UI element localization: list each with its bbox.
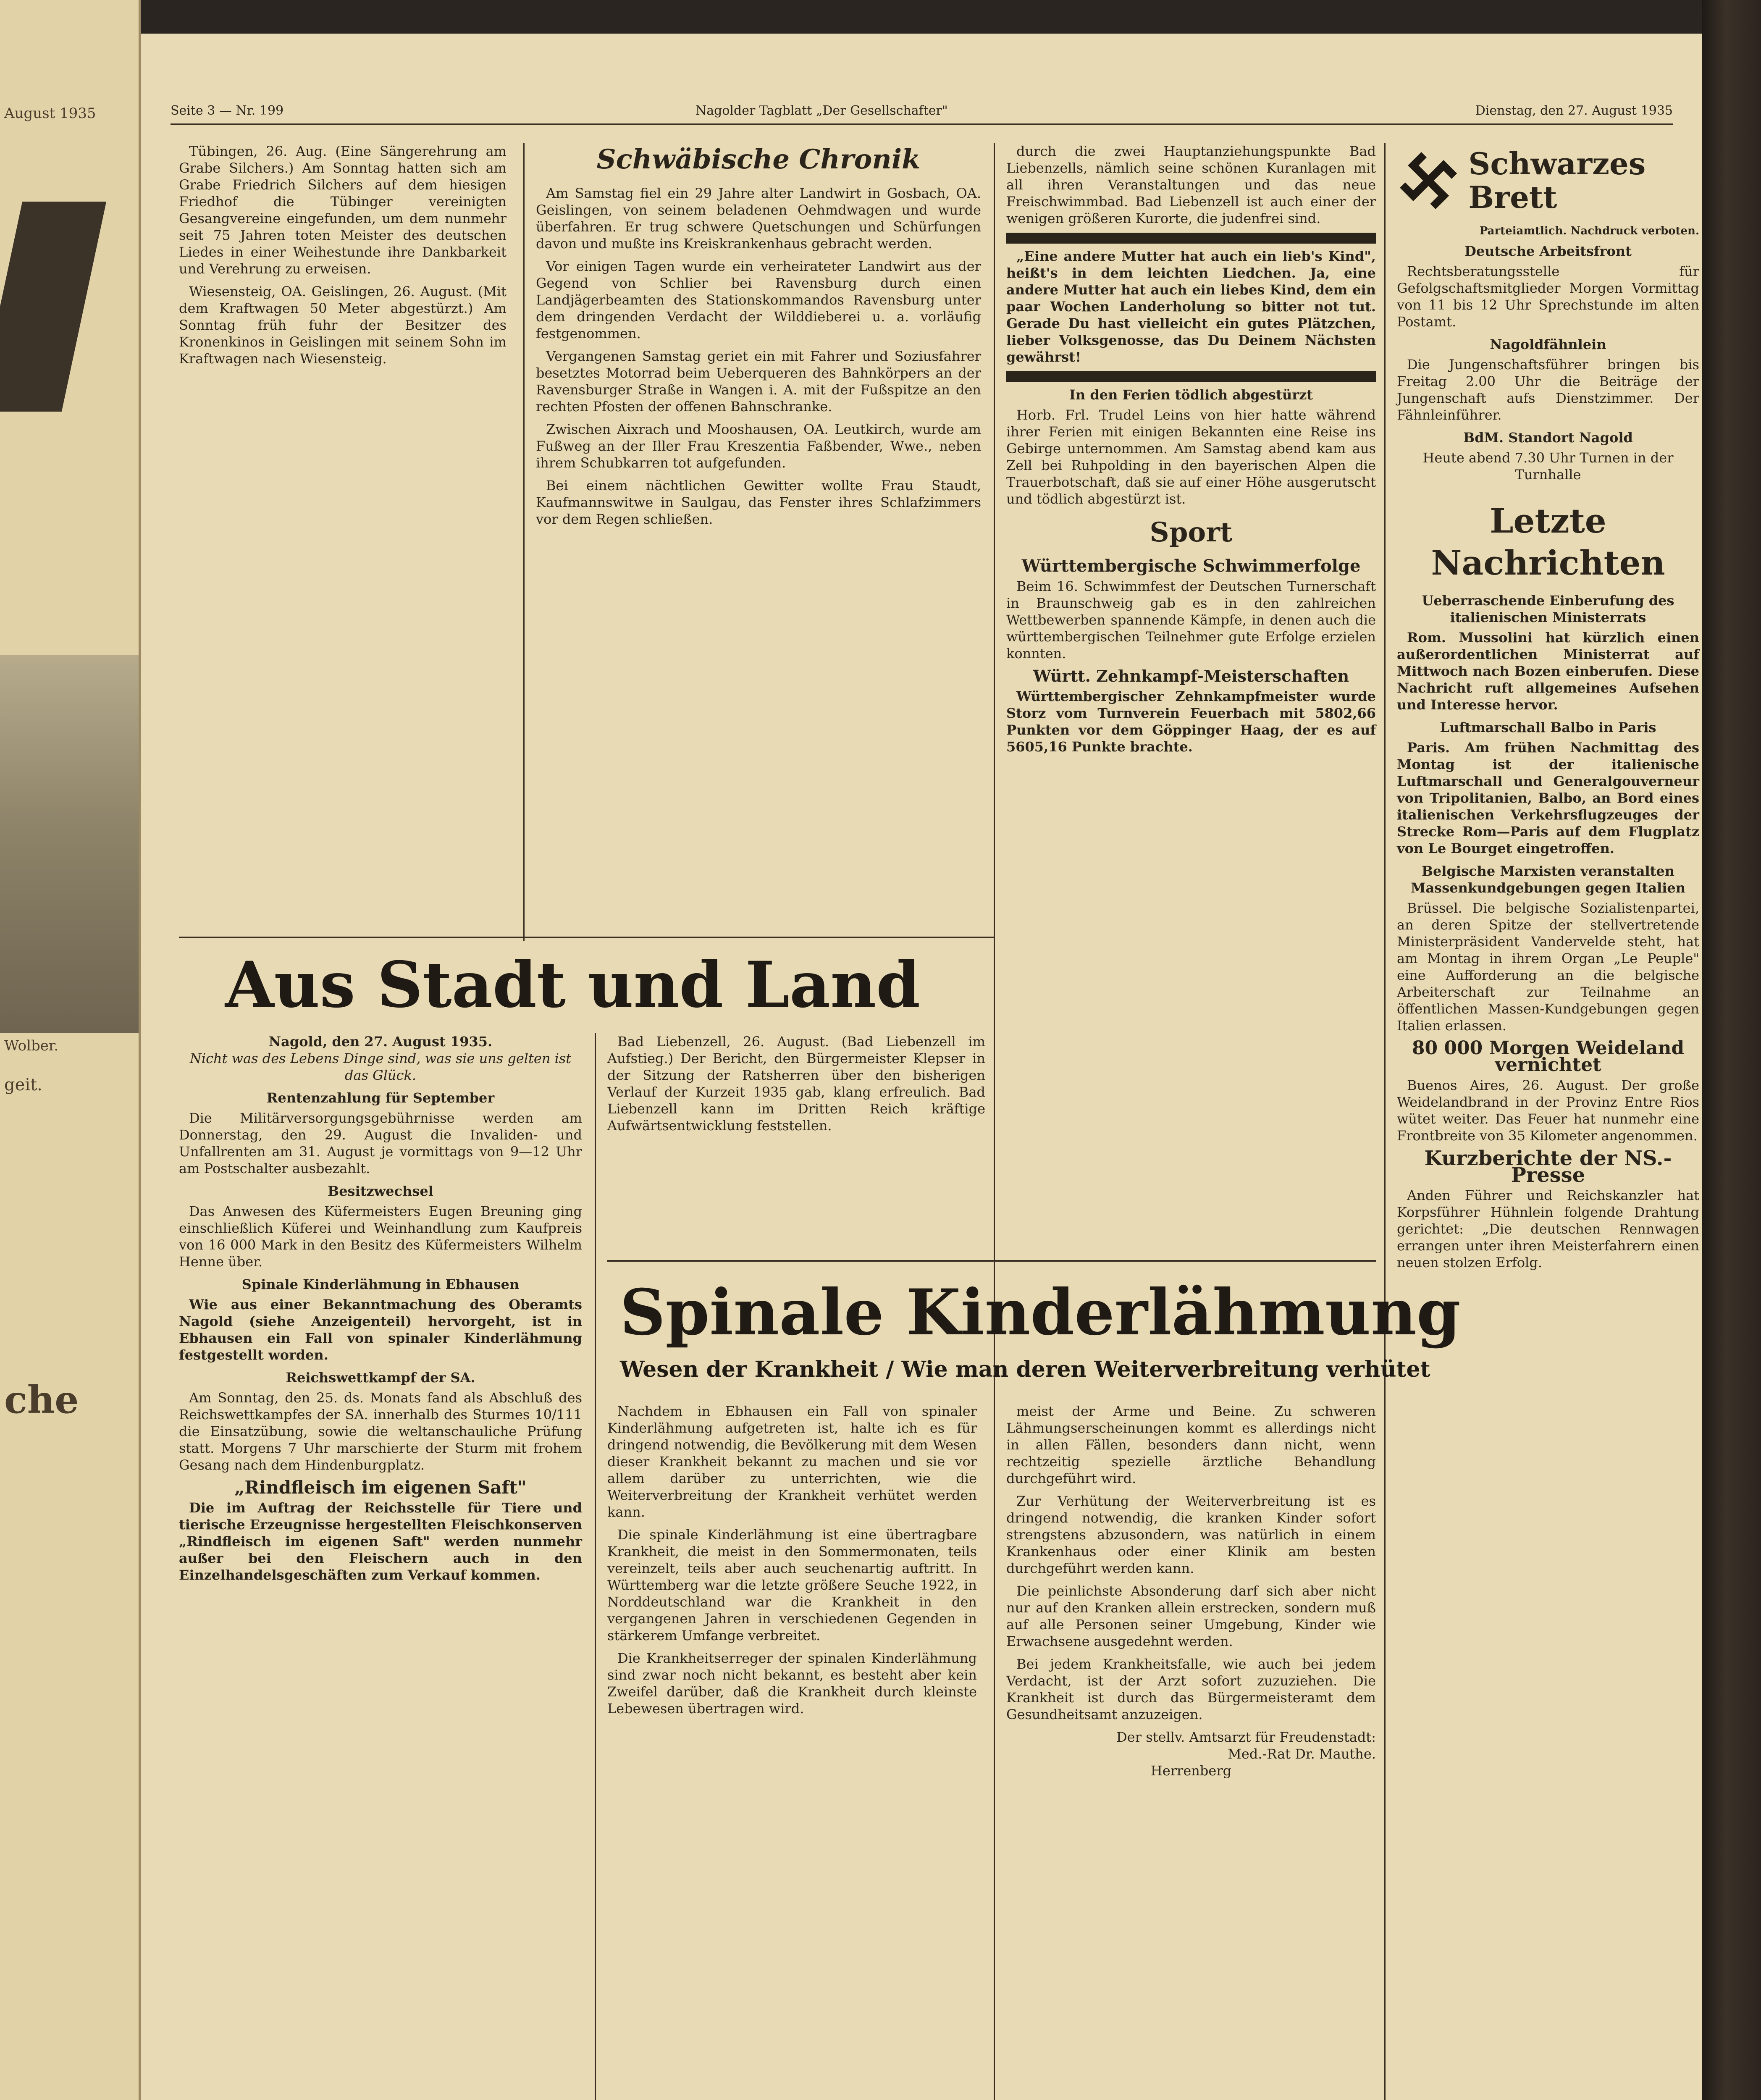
board-head: BdM. Standort Nagold — [1463, 430, 1633, 446]
spinal-paragraph: meist der Arme und Beine. Zu schweren Lähmungserscheinungen kommt es allerdings nicht in allen Fällen, besonders dann nicht, wenn rechtzeitig spezielle ärztliche Behandlung durchgeführt wird. — [1006, 1403, 1376, 1486]
headline-schwimmerfolge: Württembergische Schwimmerfolge — [1021, 556, 1361, 576]
chronik-item: Am Samstag fiel ein 29 Jahre alter Landwirt in Gosbach, OA. Geislingen, von seinem beladenen Oehmdwagen und wurde überfahren. Er trug schwere Quetschungen und Schürfungen davon und mußte ins Kreiskrankenhaus gebracht werden. — [536, 185, 981, 252]
chronik-title: Schwäbische Chronik — [596, 144, 921, 175]
news-item: Brüssel. Die belgische Sozialistenpartei, an deren Spitze der stellvertretende Ministerpräsident Vandervelde steht, hat am Montag in ihrem Organ „Le Peuple" eine Aufforderung an die belgische Arbeiterschaft zur Teilnahme an öffentlichen Massen-Kundgebungen gegen Italien erlassen. — [1397, 900, 1699, 1034]
news-item: Paris. Am frühen Nachmittag des Montag ist der italienische Luftmarschall und Generalgouverneur von Tripolitanien, Balbo, an Bord eines italienischen Verkehrsflugzeuges der Strecke Rom—Paris auf dem Flugplatz von Le Bourget eingetroffen. — [1397, 740, 1699, 856]
local-head: Besitzwechsel — [328, 1183, 433, 1199]
board-item: Heute abend 7.30 Uhr Turnen in der Turnhalle — [1422, 450, 1674, 483]
signature-line: Med.-Rat Dr. Mauthe. — [1228, 1746, 1376, 1762]
left-page-logo-fragment — [0, 202, 106, 412]
headline-abgestuerzt: In den Ferien tödlich abgestürzt — [1069, 387, 1313, 403]
article-liebenzell: Bad Liebenzell, 26. August. (Bad Liebenzell im Aufstieg.) Der Bericht, den Bürgermeister Klepser in der Sitzung der Ratsherren über den bisherigen Verlauf der Kurzeit 1935 gab, klang erfreulich. Bad Liebenzell kann im Dritten Reich kräftige Aufwärtsentwicklung feststellen. — [607, 1034, 985, 1134]
spinal-paragraph: Die peinlichste Absonderung darf sich aber nicht nur auf den Kranken allein erstrecken, sondern muß auf alle Personen seiner Umgebung, Kinder wie Erwachsene ausgedehnt werden. — [1006, 1583, 1376, 1649]
spinal-title: Spinale Kinderlähmung — [620, 1276, 1461, 1349]
left-page-photo — [0, 655, 139, 1033]
local-item: Am Sonntag, den 25. ds. Monats fand als Abschluß des Reichswettkampfes der SA. innerhalb des Sturmes 10/111 die Einsatzübung, sowie die weltanschauliche Prüfung statt. Morgens 7 Uhr marschierte der Sturm mit frohem Gesang nach dem Hindenburgplatz. — [179, 1390, 582, 1473]
paper-name: Nagolder Tagblatt „Der Gesellschafter" — [695, 103, 948, 118]
divider-bar — [1006, 371, 1376, 382]
news-item: Anden Führer und Reichskanzler hat Korpsführer Hühnlein folgende Drahtung gerichtet: „Die deutschen Rennwagen errangen unter ihren Meisterfahrern einen neuen stolzen Erfolg. — [1397, 1187, 1699, 1270]
page-number: Seite 3 — Nr. 199 — [171, 103, 284, 118]
section-rule — [607, 1260, 1376, 1262]
news-head: 80 000 Morgen Weideland vernichtet — [1412, 1037, 1685, 1076]
left-page-heading: che — [4, 1378, 79, 1422]
news-title: Letzte Nachrichten — [1431, 501, 1665, 583]
spinal-subtitle: Wesen der Krankheit / Wie man deren Weiterverbreitung verhütet — [620, 1357, 1430, 1382]
column-3 — [1006, 143, 1376, 761]
page-sheet — [141, 34, 1702, 2100]
headline-zehnkampf: Württ. Zehnkampf-Meisterschaften — [1033, 667, 1349, 685]
column-divider — [595, 1033, 596, 2100]
page-header — [171, 101, 1673, 125]
news-head: Ueberraschende Einberufung des italienischen Ministerrats — [1422, 593, 1674, 625]
column-divider — [994, 143, 995, 2100]
chronik-item: Vergangenen Samstag geriet ein mit Fahrer und Soziusfahrer besetztes Motorrad beim Ueberqueren des Bahnkörpers an der Ravensburger Straße in Wangen i. A. mit der Fußspitze an den rechten Pfosten der offenen Bahnschranke. — [536, 348, 981, 415]
board-item: Die Jungenschaftsführer bringen bis Freitag 2.00 Uhr die Beiträge der Jungenschaft aufs Dienstzimmer. Der Fähnleinführer. — [1397, 357, 1699, 423]
article-zehnkampf: Württembergischer Zehnkampfmeister wurde Storz vom Turnverein Feuerbach mit 5802,66 Punkten vor dem Göppinger Haag, der es auf 5605,16 Punkte brachte. — [1006, 688, 1376, 755]
spinal-paragraph: Die spinale Kinderlähmung ist eine übertragbare Krankheit, die meist in den Sommermonaten, teils vereinzelt, teils aber auch seuchenartig auftritt. In Württemberg war die letzte größere Seuche 1922, in Norddeutschland war die Krankheit in den vergangenen Jahren in verschiedenen Gegenden in stärkerem Umfange verbreitet. — [607, 1527, 977, 1643]
banner-title: Schwarzes Brett — [1468, 146, 1646, 215]
swastika-icon — [1397, 143, 1460, 218]
schwarzes-brett-banner — [1397, 143, 1699, 218]
motto: Nicht was des Lebens Dinge sind, was sie uns gelten ist das Glück. — [189, 1050, 572, 1083]
news-item: Rom. Mussolini hat kürzlich einen außerordentlichen Ministerrat auf Mittwoch nach Bozen einberufen. Diese Nachricht ruft allgemeines Aufsehen und Interesse hervor. — [1397, 630, 1699, 713]
chronik-item: Vor einigen Tagen wurde ein verheirateter Landwirt aus der Gegend von Schlier bei Ravensburg durch einen Landjägerbeamten des Stationskommandos Ravensburg unter dem dringenden Verdacht der Wilddieberei u. a. vorläufig festgenommen. — [536, 258, 981, 341]
column-4 — [1397, 143, 1699, 1277]
spinal-paragraph: Bei jedem Krankheitsfalle, wie auch bei jedem Verdacht, ist der Arzt sofort zuzuziehen. Die Krankheit ist durch das Bürgermeisteramt dem Gesundheitsamt anzuzeigen. — [1006, 1656, 1376, 1722]
dateline: Nagold, den 27. August 1935. — [268, 1034, 493, 1050]
article-tuebingen: Tübingen, 26. Aug. (Eine Sängerehrung am Grabe Silchers.) Am Sonntag hatten sich am Grabe Friedrich Silchers auf dem hiesigen Friedhof die Tübinger vereinigten Gesangvereine eingefunden, um dem nunmehr seit 75 Jahren toten Meister des deutschen Liedes in einer Weihestunde ihre Dankbarkeit und Verehrung zu erweisen. — [179, 143, 507, 277]
left-page-caption: Wolber. — [4, 1037, 59, 1054]
news-head: Kurzberichte der NS.-Presse — [1424, 1147, 1672, 1187]
local-item: Das Anwesen des Küfermeisters Eugen Breuning ging einschließlich Küferei und Weinhandlung zum Kaufpreis von 16 000 Mark in den Besitz des Küfermeisters Wilhelm Henne über. — [179, 1203, 582, 1270]
local-head: „Rindfleisch im eigenen Saft" — [234, 1477, 527, 1498]
chronik-item: Zwischen Aixrach und Mooshausen, OA. Leutkirch, wurde am Fußweg an der Iller Frau Kreszentia Faßbender, Wwe., neben ihrem Schubkarren tot aufgefunden. — [536, 421, 981, 471]
board-item: Rechtsberatungsstelle für Gefolgschaftsmitglieder Morgen Vormittag von 11 bis 12 Uhr Sprechstunde im alten Postamt. — [1397, 263, 1699, 330]
spinal-paragraph: Die Krankheitserreger der spinalen Kinderlähmung sind zwar noch nicht bekannt, es besteht aber kein Zweifel darüber, daß die Krankheit durch kleinste Lebewesen übertragen wird. — [607, 1650, 977, 1717]
section-title: Aus Stadt und Land — [225, 948, 921, 1022]
local-item: Wie aus einer Bekanntmachung des Oberamts Nagold (siehe Anzeigenteil) hervorgeht, ist in Ebhausen ein Fall von spinaler Kinderlähmung festgestellt worden. — [179, 1297, 582, 1363]
article-wiesensteig: Wiesensteig, OA. Geislingen, 26. August. (Mit dem Kraftwagen 50 Meter abgestürzt.) Am Sonntag früh fuhr der Besitzer des Kronenkinos in Geislingen mit seinem Sohn im Kraftwagen nach Wiesensteig. — [179, 284, 507, 367]
column-divider — [1384, 143, 1386, 2100]
spinal-paragraph: Zur Verhütung der Weiterverbreitung ist es dringend notwendig, die kranken Kinder sofort strengstens abzusondern, was natürlich in einem Krankenhaus oder einer Klinik am besten durchgeführt werden kann. — [1006, 1493, 1376, 1576]
article-liebenzell-cont: durch die zwei Hauptanziehungspunkte Bad Liebenzells, nämlich seine schönen Kuranlagen mit all ihren Veranstaltungen und das neue Freischwimmbad. Bad Liebenzell ist auch einer der wenigen größeren Kurorte, die judenfrei sind. — [1006, 143, 1376, 226]
spinal-paragraph: Nachdem in Ebhausen ein Fall von spinaler Kinderlähmung aufgetreten ist, halte ich es für dringend notwendig, die Bevölkerung mit dem Wesen dieser Krankheit bekannt zu machen und sie vor allem darüber zu unterrichten, wie die Weiterverbreitung der Krankheit verhütet werden kann. — [607, 1403, 977, 1520]
sport-title: Sport — [1150, 517, 1233, 548]
left-page-text: geit. — [4, 1075, 42, 1095]
issue-date: Dienstag, den 27. August 1935 — [1475, 103, 1673, 118]
news-head: Luftmarschall Balbo in Paris — [1440, 719, 1656, 735]
column-stadt-land — [179, 1033, 582, 1589]
left-page-date: August 1935 — [4, 105, 96, 122]
chronik-item: Bei einem nächtlichen Gewitter wollte Frau Staudt, Kaufmannswitwe in Saulgau, das Fenster ihres Schlafzimmers vor dem Regen schließen. — [536, 478, 981, 527]
news-item: Buenos Aires, 26. August. Der große Weidelandbrand in der Provinz Entre Rios wütet weiter. Das Feuer hat nunmehr eine Frontbreite von 35 Kilometer angenommen. — [1397, 1077, 1699, 1144]
local-item: Die Militärversorgungsgebührnisse werden am Donnerstag, den 29. August die Invaliden- und Unfallrenten am 31. August je vormittags von 9—12 Uhr am Postschalter ausbezahlt. — [179, 1110, 582, 1176]
divider-bar — [1006, 233, 1376, 244]
news-head: Belgische Marxisten veranstalten Massenkundgebungen gegen Italien — [1411, 863, 1685, 896]
column-1 — [179, 143, 507, 373]
article-horb: Horb. Frl. Trudel Leins von hier hatte während ihrer Ferien mit einigen Bekannten eine Reise ins Gebirge unternommen. Am Samstag abend kam aus Zell bei Ruhpolding in den bayerischen Alpen die Trauerbotschaft, daß sie auf einer Höhe ausgerutscht und tödlich abgestürzt ist. — [1006, 407, 1376, 507]
local-head: Rentenzahlung für September — [266, 1090, 495, 1106]
banner-subtitle: Parteiamtlich. Nachdruck verboten. — [1479, 225, 1699, 237]
spinal-col-1 — [607, 1403, 977, 1723]
column-liebenzell — [607, 1033, 985, 1140]
section-rule — [179, 937, 994, 938]
spinal-col-2 — [1006, 1403, 1376, 1779]
column-divider — [523, 143, 525, 941]
article-schwimmen: Beim 16. Schwimmfest der Deutschen Turnerschaft in Braunschweig gab es in den zahlreichen Wettbewerben spannende Kämpfe, in denen auch die württembergischen Teilnehmer gute Erfolge erzielen konnten. — [1006, 578, 1376, 662]
board-head: Nagoldfähnlein — [1490, 336, 1606, 352]
column-2 — [536, 143, 981, 533]
signature-line: Herrenberg — [1150, 1763, 1232, 1779]
appeal-quote: „Eine andere Mutter hat auch ein lieb's Kind", heißt's in dem leichten Liedchen. Ja, eine andere Mutter hat auch ein liebes Kind, dem ein paar Wochen Landerholung so bitter not tut. Gerade Du hast vielleicht ein gutes Plätzchen, lieber Volksgenosse, das Du Deinem Nächsten gewährst! — [1006, 248, 1376, 365]
left-page-fragment — [0, 0, 141, 2100]
local-head: Spinale Kinderlähmung in Ebhausen — [241, 1276, 520, 1292]
book-binding — [1702, 0, 1761, 2100]
local-item: Die im Auftrag der Reichsstelle für Tiere und tierische Erzeugnisse hergestellten Fleischkonserven „Rindfleisch im eigenen Saft" werden nunmehr außer bei den Fleischern auch in den Einzelhandelsgeschäften zum Verkauf kommen. — [179, 1500, 582, 1583]
local-head: Reichswettkampf der SA. — [286, 1370, 475, 1386]
signature-line: Der stellv. Amtsarzt für Freudenstadt: — [1116, 1729, 1376, 1745]
board-head: Deutsche Arbeitsfront — [1464, 243, 1632, 259]
